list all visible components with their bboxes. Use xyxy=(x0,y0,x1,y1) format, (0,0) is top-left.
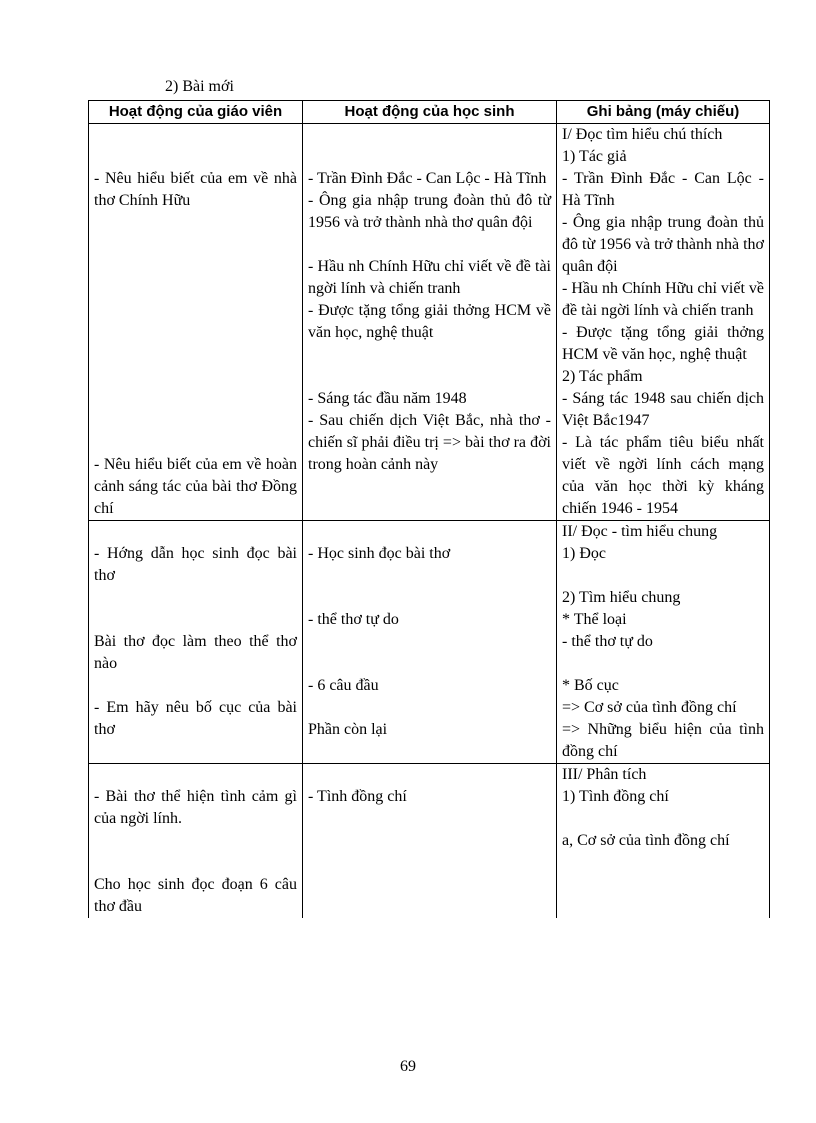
header-teacher: Hoạt động của giáo viên xyxy=(89,101,303,124)
board-text: => Những biểu hiện của tình đồng chí xyxy=(562,721,764,760)
board-subheading: 1) Đọc xyxy=(562,545,606,562)
board-heading: II/ Đọc - tìm hiểu chung xyxy=(562,523,718,540)
teacher-text: - Hớng dẫn học sinh đọc bài thơ xyxy=(94,545,297,584)
student-text: - Tình đồng chí xyxy=(308,788,407,805)
student-text: - Ông gia nhập trung đoàn thủ đô từ 1956 và trở thành nhà thơ quân đội xyxy=(308,192,551,231)
page-number: 69 xyxy=(400,1058,416,1075)
table-header-row xyxy=(89,101,770,124)
teacher-text: - Nêu hiểu biết của em về nhà thơ Chính Hữu xyxy=(94,170,297,209)
student-text: - 6 câu đầu xyxy=(308,677,379,694)
board-text: * Thể loại xyxy=(562,611,627,628)
section-title: 2) Bài mới xyxy=(165,78,234,95)
teacher-text: Cho học sinh đọc đoạn 6 câu thơ đầu xyxy=(94,876,297,915)
student-text: Phần còn lại xyxy=(308,721,388,738)
board-subheading: 2) Tìm hiểu chung xyxy=(562,589,681,606)
teacher-text: Bài thơ đọc làm theo thể thơ nào xyxy=(94,633,297,672)
board-text: a, Cơ sở của tình đồng chí xyxy=(562,832,730,849)
board-cell xyxy=(557,764,770,919)
header-student: Hoạt động của học sinh xyxy=(303,101,557,124)
student-text: - Được tặng tổng giải thởng HCM về văn học, nghệ thuật xyxy=(308,302,551,341)
teacher-text: - Nêu hiểu biết của em về hoàn cảnh sáng tác của bài thơ Đồng chí xyxy=(94,456,297,517)
board-text: - Hầu nh Chính Hữu chỉ viết về đề tài ngời lính và chiến tranh xyxy=(562,280,764,319)
board-text: - Sáng tác 1948 sau chiến dịch Việt Bắc1947 xyxy=(562,390,764,429)
lesson-table xyxy=(88,100,770,918)
board-cell xyxy=(557,124,770,521)
teacher-text: - Em hãy nêu bố cục của bài thơ xyxy=(94,699,297,738)
table-row xyxy=(89,124,770,521)
board-text: * Bố cục xyxy=(562,677,619,694)
student-cell xyxy=(303,124,557,521)
board-text: - thể thơ tự do xyxy=(562,633,653,650)
board-text: - Trần Đình Đắc - Can Lộc - Hà Tĩnh xyxy=(562,170,764,209)
board-text: - Ông gia nhập trung đoàn thủ đô từ 1956 và trở thành nhà thơ quân đội xyxy=(562,214,765,275)
student-text: - Sáng tác đầu năm 1948 xyxy=(308,390,467,407)
table-row xyxy=(89,521,770,764)
board-heading: III/ Phân tích xyxy=(562,766,647,783)
student-cell xyxy=(303,521,557,764)
board-heading: I/ Đọc tìm hiểu chú thích xyxy=(562,126,723,143)
teacher-cell xyxy=(89,124,303,521)
board-cell xyxy=(557,521,770,764)
board-subheading: 1) Tình đồng chí xyxy=(562,788,669,805)
teacher-cell xyxy=(89,764,303,919)
student-text: - Hầu nh Chính Hữu chỉ viết về đề tài ngời lính và chiến tranh xyxy=(308,258,551,297)
student-text: - Trần Đình Đắc - Can Lộc - Hà Tĩnh xyxy=(308,170,547,187)
board-text: - Là tác phẩm tiêu biểu nhất viết về ngời lính cách mạng của văn học thời kỳ kháng chiến 1946 - 1954 xyxy=(562,434,764,517)
student-cell xyxy=(303,764,557,919)
teacher-cell xyxy=(89,521,303,764)
student-text: - thể thơ tự do xyxy=(308,611,399,628)
board-subheading: 2) Tác phẩm xyxy=(562,368,643,385)
teacher-text: - Bài thơ thể hiện tình cảm gì của ngời lính. xyxy=(94,788,297,827)
header-board: Ghi bảng (máy chiếu) xyxy=(557,101,770,124)
board-subheading: 1) Tác giả xyxy=(562,148,627,165)
board-text: => Cơ sở của tình đồng chí xyxy=(562,699,737,716)
student-text: - Học sinh đọc bài thơ xyxy=(308,545,451,562)
table-row xyxy=(89,764,770,919)
board-text: - Được tặng tổng giải thởng HCM về văn học, nghệ thuật xyxy=(562,324,764,363)
student-text: - Sau chiến dịch Việt Bắc, nhà thơ - chiến sĩ phải điều trị => bài thơ ra đời trong hoàn cảnh này xyxy=(308,412,551,473)
